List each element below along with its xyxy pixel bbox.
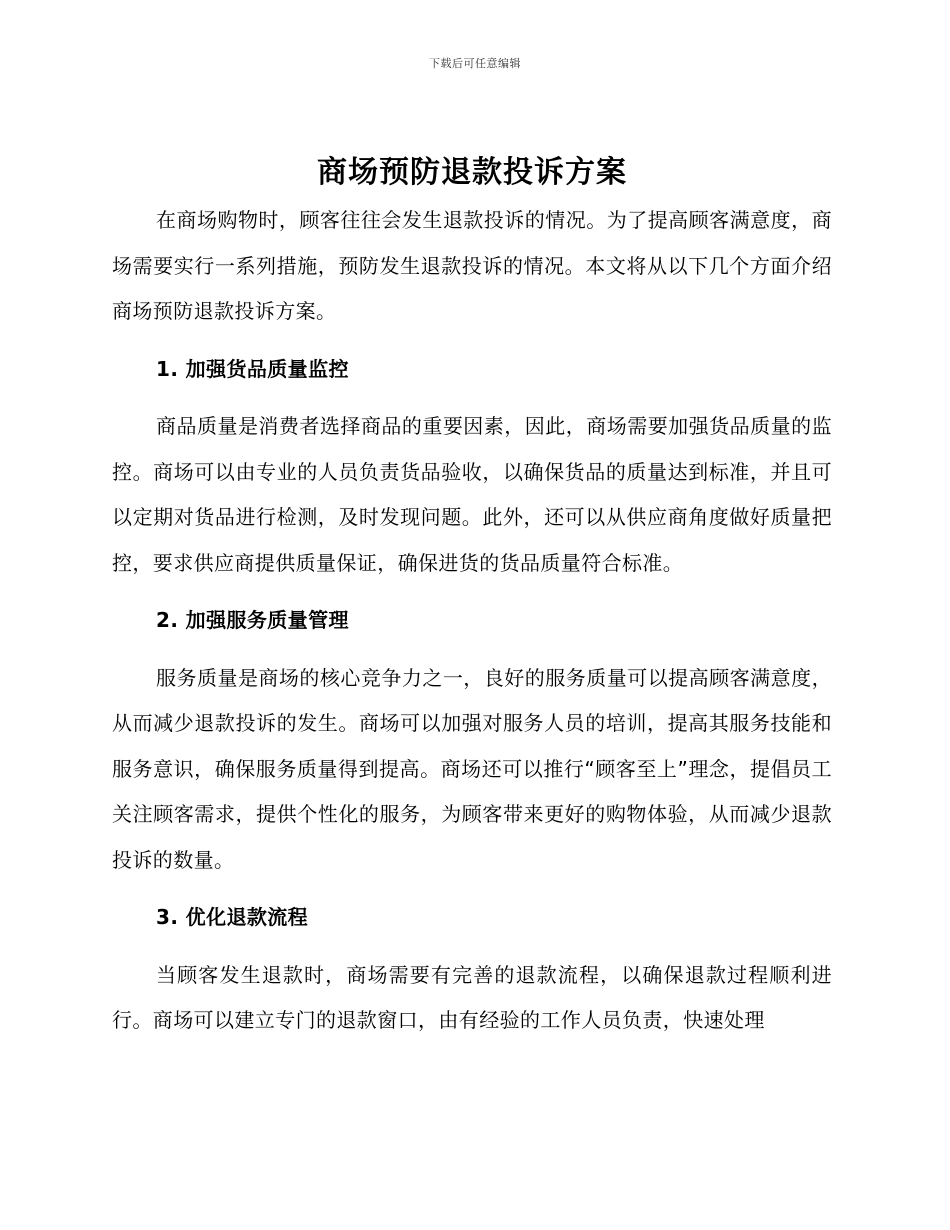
document-body (112, 148, 832, 1044)
section-2-paragraph: 服务质量是商场的核心竞争力之一，良好的服务质量可以提高顾客满意度，从而减少退款投诉的发生。商场可以加强对服务人员的培训，提高其服务技能和服务意识，确保服务质量得到提高。商场还可以推行“顾客至上”理念，提倡员工关注顾客需求，提供个性化的服务，为顾客带来更好的购物体验，从而减少退款投诉的数量。 (112, 665, 832, 872)
document-title: 商场预防退款投诉方案 (317, 155, 627, 190)
header-note: 下载后可任意编辑 (429, 57, 521, 70)
section-1-paragraph: 商品质量是消费者选择商品的重要因素，因此，商场需要加强货品质量的监控。商场可以由专业的人员负责货品验收，以确保货品的质量达到标准，并且可以定期对货品进行检测，及时发现问题。此外，还可以从供应商角度做好质量把控，要求供应商提供质量保证，确保进货的货品质量符合标准。 (112, 414, 832, 575)
section-3-heading: 3. 优化退款流程 (156, 905, 309, 929)
intro-paragraph: 在商场购物时，顾客往往会发生退款投诉的情况。为了提高顾客满意度，商场需要实行一系列措施，预防发生退款投诉的情况。本文将从以下几个方面介绍商场预防退款投诉方案。 (112, 208, 832, 323)
section-2-heading: 2. 加强服务质量管理 (156, 608, 349, 632)
section-1-heading: 1. 加强货品质量监控 (156, 356, 349, 381)
section-3-paragraph: 当顾客发生退款时，商场需要有完善的退款流程，以确保退款过程顺利进行。商场可以建立专门的退款窗口，由有经验的工作人员负责，快速处理 (112, 962, 832, 1032)
